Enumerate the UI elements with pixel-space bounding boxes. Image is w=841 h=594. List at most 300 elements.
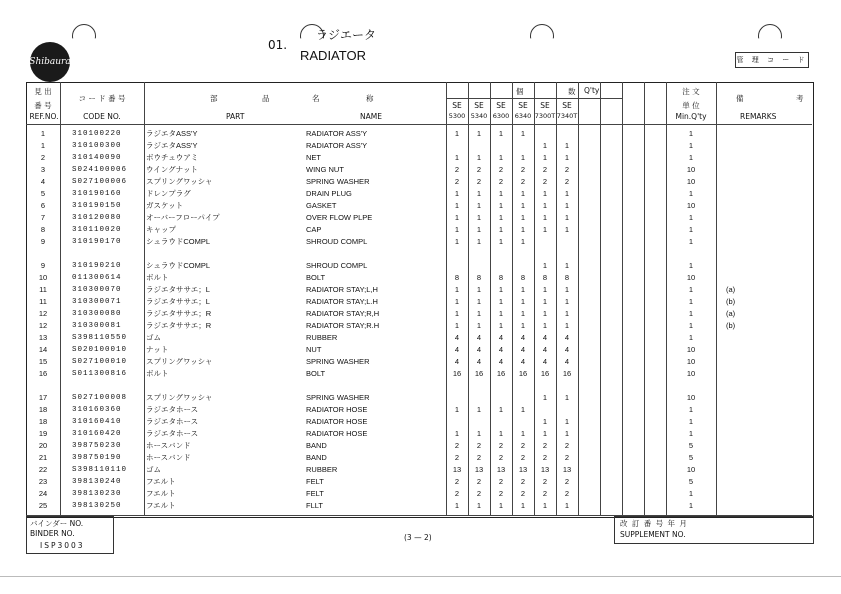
- qty-cell: 2: [498, 477, 504, 486]
- part-name-jp: フエルト: [146, 477, 176, 486]
- part-code: 310190160: [72, 190, 122, 198]
- ref-no: 10: [38, 273, 48, 282]
- table-row: [26, 128, 812, 140]
- ref-no: 21: [38, 453, 48, 462]
- page-number: (3 — 2): [404, 533, 432, 542]
- qty-cell: 1: [476, 321, 482, 330]
- part-name-en: CAP: [306, 225, 322, 234]
- part-name-jp: ラジエタホース: [146, 405, 199, 414]
- ref-no: 15: [38, 357, 48, 366]
- part-name-en: RUBBER: [306, 465, 338, 474]
- col-code-header: CODE NO.: [83, 112, 121, 121]
- part-code: 310160360: [72, 406, 122, 414]
- qty-cell: 16: [518, 369, 528, 378]
- part-code: 310100220: [72, 130, 122, 138]
- qty-cell: 8: [476, 273, 482, 282]
- qty-cell: 1: [454, 237, 460, 246]
- table-row: [26, 140, 812, 152]
- qty-cell: 1: [564, 189, 570, 198]
- table-row: [26, 296, 812, 308]
- table-row: [26, 464, 812, 476]
- qty-cell: 1: [476, 309, 482, 318]
- qty-cell: 1: [542, 429, 548, 438]
- section-number: 01.: [268, 38, 288, 52]
- part-code: 398130250: [72, 502, 122, 510]
- part-name-en: OVER FLOW PLPE: [306, 213, 373, 222]
- qty-cell: 16: [496, 369, 506, 378]
- min-qty: 1: [688, 153, 694, 162]
- qty-cell: 1: [520, 501, 526, 510]
- part-name-en: NUT: [306, 345, 322, 354]
- qty-cell: 1: [454, 153, 460, 162]
- qty-cell: 2: [498, 165, 504, 174]
- part-code: 310160420: [72, 430, 122, 438]
- qty-cell: 1: [542, 225, 548, 234]
- qty-cell: 1: [542, 213, 548, 222]
- ref-no: 1: [40, 129, 46, 138]
- col-no-jp-1: 見 出: [34, 87, 52, 96]
- part-code: 310160410: [72, 418, 122, 426]
- table-row: [26, 476, 812, 488]
- qty-cell: 1: [520, 153, 526, 162]
- qty-cell: 1: [454, 285, 460, 294]
- qty-cell: 1: [454, 321, 460, 330]
- qty-cell: 1: [454, 189, 460, 198]
- part-name-jp: シュラウドCOMPL: [146, 237, 211, 246]
- qty-cell: 13: [474, 465, 484, 474]
- part-name-en: RADIATOR STAY;L,H: [306, 285, 378, 294]
- table-row: [26, 320, 812, 332]
- qty-cell: 1: [498, 189, 504, 198]
- min-qty: 1: [688, 225, 694, 234]
- part-code: 310190150: [72, 202, 122, 210]
- ref-no: 18: [38, 405, 48, 414]
- qty-cell: 1: [564, 225, 570, 234]
- qty-cell: 1: [476, 189, 482, 198]
- page-title: RADIATOR: [300, 48, 366, 63]
- table-row: [26, 224, 812, 236]
- qty-cell: 2: [476, 477, 482, 486]
- min-qty: 10: [686, 201, 696, 210]
- qty-cell: 2: [564, 477, 570, 486]
- part-name-jp: スプリングワッシャ: [146, 357, 213, 366]
- min-qty: 10: [686, 165, 696, 174]
- qty-cell: 1: [454, 225, 460, 234]
- table-row: [26, 344, 812, 356]
- table-row: [26, 452, 812, 464]
- qty-cell: 1: [520, 297, 526, 306]
- min-qty: 10: [686, 357, 696, 366]
- part-name-jp: ゴム: [146, 465, 161, 474]
- min-qty: 1: [688, 405, 694, 414]
- qty-cell: 2: [542, 165, 548, 174]
- min-qty: 1: [688, 309, 694, 318]
- part-name-jp: ゴム: [146, 333, 161, 342]
- qty-cell: 1: [564, 501, 570, 510]
- part-code: S011300816: [72, 370, 128, 378]
- binder-hole-4: [758, 24, 782, 48]
- qty-cell: 2: [454, 441, 460, 450]
- qty-cell: 4: [476, 345, 482, 354]
- model-header-bottom: 7300T: [534, 112, 556, 120]
- qty-cell: 8: [520, 273, 526, 282]
- qty-cell: 1: [476, 201, 482, 210]
- qty-cell: 1: [520, 429, 526, 438]
- min-qty: 1: [688, 429, 694, 438]
- qty-cell: 1: [476, 153, 482, 162]
- min-qty: 1: [688, 297, 694, 306]
- qty-cell: 13: [452, 465, 462, 474]
- table-row: [26, 404, 812, 416]
- qty-cell: 13: [496, 465, 506, 474]
- model-header-bottom: 5340: [470, 112, 488, 120]
- part-code: 310140090: [72, 154, 122, 162]
- ref-no: 12: [38, 309, 48, 318]
- qty-cell: 1: [498, 153, 504, 162]
- page-title-jp: ラジエータ: [316, 28, 377, 42]
- qty-cell: 4: [564, 333, 570, 342]
- part-code: S398110550: [72, 334, 128, 342]
- table-row: [26, 152, 812, 164]
- part-name-en: SPRING WASHER: [306, 357, 370, 366]
- ref-no: 22: [38, 465, 48, 474]
- part-name-en: BOLT: [306, 369, 326, 378]
- part-name-jp: スプリングワッシャ: [146, 177, 213, 186]
- part-name-jp: ガスケット: [146, 201, 184, 210]
- qty-cell: 1: [476, 297, 482, 306]
- qty-cell: 1: [542, 321, 548, 330]
- part-code: 310300070: [72, 286, 122, 294]
- ref-no: 7: [40, 213, 46, 222]
- model-header-top: SE: [496, 101, 506, 110]
- col-name-jp-2: 称: [366, 94, 374, 103]
- qty-cell: 8: [454, 273, 460, 282]
- part-code: S027100008: [72, 394, 128, 402]
- qty-cell: 2: [564, 441, 570, 450]
- qty-cell: 1: [520, 189, 526, 198]
- qty-cell: 2: [542, 441, 548, 450]
- qty-cell: 1: [498, 321, 504, 330]
- qty-cell: 1: [564, 141, 570, 150]
- model-header-top: SE: [452, 101, 462, 110]
- qty-cell: 1: [498, 429, 504, 438]
- qty-cell: 1: [564, 297, 570, 306]
- qty-cell: 4: [498, 357, 504, 366]
- qty-cell: 2: [476, 177, 482, 186]
- part-name-jp: ラジエタササエ；L: [146, 297, 210, 306]
- col-part-header: PART: [226, 112, 245, 121]
- model-header-top: SE: [562, 101, 572, 110]
- qty-cell: 2: [520, 441, 526, 450]
- part-name-jp: ホースバンド: [146, 453, 191, 462]
- qty-cell: 4: [476, 357, 482, 366]
- qty-cell: 1: [520, 201, 526, 210]
- part-name-en: SPRING WASHER: [306, 177, 370, 186]
- part-code: 310120080: [72, 214, 122, 222]
- qty-cell: 1: [564, 417, 570, 426]
- qty-cell: 1: [520, 285, 526, 294]
- qty-cell: 1: [520, 225, 526, 234]
- part-name-jp: ラジエタササエ；R: [146, 321, 212, 330]
- min-qty: 5: [688, 453, 694, 462]
- col-no-header: REF.NO.: [29, 112, 59, 121]
- part-name-jp: ラジエタホース: [146, 417, 199, 426]
- part-code: 310100300: [72, 142, 122, 150]
- qty-cell: 2: [498, 489, 504, 498]
- qty-cell: 1: [476, 405, 482, 414]
- model-header-top: SE: [474, 101, 484, 110]
- part-name-en: RADIATOR HOSE: [306, 429, 368, 438]
- table-row: [26, 500, 812, 512]
- qty-cell: 2: [454, 453, 460, 462]
- col-part-jp-1: 部: [210, 94, 218, 103]
- min-qty: 1: [688, 189, 694, 198]
- supplement-label-en: SUPPLEMENT NO.: [620, 530, 686, 539]
- table-row: [26, 416, 812, 428]
- ref-no: 12: [38, 321, 48, 330]
- qty-cell: 2: [476, 453, 482, 462]
- part-code: 310190170: [72, 238, 122, 246]
- qty-cell: 1: [476, 225, 482, 234]
- qty-cell: 13: [562, 465, 572, 474]
- col-name-jp-1: 名: [312, 94, 320, 103]
- qty-cell: 1: [564, 261, 570, 270]
- col-code-jp: コ ー ド 番 号: [78, 94, 126, 103]
- min-qty: 1: [688, 501, 694, 510]
- min-qty: 10: [686, 465, 696, 474]
- qty-cell: 1: [454, 309, 460, 318]
- table-row: [26, 308, 812, 320]
- ref-no: 24: [38, 489, 48, 498]
- qty-cell: 1: [542, 393, 548, 402]
- qty-cell: 1: [542, 153, 548, 162]
- qty-cell: 1: [542, 309, 548, 318]
- min-qty: 1: [688, 213, 694, 222]
- part-name-en: SHROUD COMPL: [306, 261, 368, 270]
- qty-cell: 1: [542, 189, 548, 198]
- qty-cell: 2: [476, 441, 482, 450]
- col-remarks-header: REMARKS: [740, 112, 777, 121]
- qty-cell: 1: [498, 285, 504, 294]
- qty-cell: 1: [520, 405, 526, 414]
- part-name-en: NET: [306, 153, 321, 162]
- qty-cell: 1: [454, 129, 460, 138]
- qty-cell: 2: [564, 453, 570, 462]
- qty-cell: 1: [454, 297, 460, 306]
- binder-hole-3: [530, 24, 554, 48]
- qty-cell: 1: [498, 309, 504, 318]
- part-name-jp: フエルト: [146, 501, 176, 510]
- min-qty: 1: [688, 321, 694, 330]
- part-name-jp: ラジエタササエ；L: [146, 285, 210, 294]
- qty-cell: 4: [476, 333, 482, 342]
- col-qty-jp-1: 個: [516, 87, 524, 96]
- remarks: (a): [726, 285, 736, 294]
- qty-cell: 2: [498, 177, 504, 186]
- col-part-jp-2: 品: [262, 94, 270, 103]
- table-row: [26, 368, 812, 380]
- part-name-jp: ウイングナット: [146, 165, 198, 174]
- part-name-en: GASKET: [306, 201, 337, 210]
- qty-cell: 1: [476, 429, 482, 438]
- part-name-en: RADIATOR ASS'Y: [306, 141, 368, 150]
- qty-cell: 2: [454, 489, 460, 498]
- part-code: 398130230: [72, 490, 122, 498]
- qty-cell: 2: [520, 489, 526, 498]
- table-row: [26, 356, 812, 368]
- table-row: [26, 164, 812, 176]
- qty-cell: 16: [474, 369, 484, 378]
- part-name-en: FELT: [306, 489, 324, 498]
- model-header-top: SE: [518, 101, 528, 110]
- part-name-en: BOLT: [306, 273, 326, 282]
- part-name-jp: オーバーフローパイプ: [146, 213, 220, 222]
- qty-cell: 1: [564, 201, 570, 210]
- ref-no: 6: [40, 201, 46, 210]
- part-name-jp: スプリングワッシャ: [146, 393, 213, 402]
- scan-edge-line: [0, 576, 841, 577]
- qty-cell: 1: [564, 393, 570, 402]
- min-qty: 1: [688, 129, 694, 138]
- ref-no: 11: [39, 285, 47, 294]
- part-name-en: RADIATOR HOSE: [306, 405, 368, 414]
- qty-cell: 1: [498, 501, 504, 510]
- qty-cell: 1: [564, 285, 570, 294]
- part-name-en: SPRING WASHER: [306, 393, 370, 402]
- part-code: S398110110: [72, 466, 128, 474]
- qty-cell: 1: [454, 213, 460, 222]
- min-qty: 1: [688, 285, 694, 294]
- qty-cell: 1: [564, 309, 570, 318]
- management-code-box: 管 理 コ ー ド: [735, 52, 809, 68]
- qty-cell: 4: [564, 357, 570, 366]
- qty-cell: 1: [520, 321, 526, 330]
- binder-number: ISP3003: [40, 541, 85, 550]
- part-name-en: RADIATOR HOSE: [306, 417, 368, 426]
- part-name-jp: ラジエタホース: [146, 429, 199, 438]
- qty-cell: 1: [520, 309, 526, 318]
- qty-cell: 1: [520, 129, 526, 138]
- ref-no: 17: [38, 393, 48, 402]
- qty-cell: 4: [454, 345, 460, 354]
- table-row: [26, 272, 812, 284]
- col-min-jp-2: 単 位: [682, 101, 700, 110]
- qty-cell: 2: [520, 453, 526, 462]
- ref-no: 20: [38, 441, 48, 450]
- part-code: S024100006: [72, 166, 128, 174]
- part-name-jp: ボウチュウアミ: [146, 153, 199, 162]
- ref-no: 14: [38, 345, 48, 354]
- col-qty-header: Q'ty: [584, 86, 600, 95]
- min-qty: 1: [688, 333, 694, 342]
- qty-cell: 1: [476, 285, 482, 294]
- part-name-jp: キャップ: [146, 225, 176, 234]
- qty-cell: 16: [540, 369, 550, 378]
- qty-cell: 1: [542, 297, 548, 306]
- part-code: 310190210: [72, 262, 122, 270]
- brand-logo: Shibaura: [30, 42, 70, 82]
- qty-cell: 1: [520, 237, 526, 246]
- part-name-en: RADIATOR STAY;L.H: [306, 297, 378, 306]
- part-name-jp: ナット: [146, 345, 169, 354]
- qty-cell: 2: [564, 489, 570, 498]
- binder-label-jp: バインダー NO.: [30, 519, 84, 528]
- ref-no: 19: [38, 429, 48, 438]
- part-name-jp: ホースバンド: [146, 441, 191, 450]
- qty-cell: 1: [564, 321, 570, 330]
- ref-no: 25: [38, 501, 48, 510]
- part-name-en: FELT: [306, 477, 324, 486]
- part-name-en: BAND: [306, 453, 327, 462]
- table-row: [26, 488, 812, 500]
- part-name-jp: ラジエタササエ；R: [146, 309, 212, 318]
- qty-cell: 4: [542, 333, 548, 342]
- part-code: 398750230: [72, 442, 122, 450]
- ref-no: 9: [40, 237, 46, 246]
- part-name-en: RADIATOR STAY;R,H: [306, 309, 380, 318]
- qty-cell: 8: [542, 273, 548, 282]
- table-row: [26, 188, 812, 200]
- table-row: [26, 428, 812, 440]
- part-name-jp: ドレンプラグ: [146, 189, 191, 198]
- table-row: [26, 392, 812, 404]
- part-code: 310300081: [72, 322, 122, 330]
- qty-cell: 2: [520, 177, 526, 186]
- part-name-en: RADIATOR ASS'Y: [306, 129, 368, 138]
- part-name-jp: ラジエタASS'Y: [146, 129, 198, 138]
- part-code: 398750190: [72, 454, 122, 462]
- binder-label-en: BINDER NO.: [30, 529, 75, 538]
- part-name-en: RADIATOR STAY;R.H: [306, 321, 380, 330]
- part-name-en: SHROUD COMPL: [306, 237, 368, 246]
- qty-cell: 4: [454, 333, 460, 342]
- min-qty: 1: [688, 261, 694, 270]
- table-row: [26, 212, 812, 224]
- min-qty: 1: [688, 141, 694, 150]
- ref-no: 2: [40, 153, 46, 162]
- table-row: [26, 284, 812, 296]
- qty-cell: 2: [564, 165, 570, 174]
- table-row: [26, 176, 812, 188]
- part-code: S027100006: [72, 178, 128, 186]
- qty-cell: 4: [498, 333, 504, 342]
- ref-no: 11: [39, 297, 47, 306]
- qty-cell: 2: [542, 177, 548, 186]
- ref-no: 13: [38, 333, 48, 342]
- qty-cell: 2: [476, 165, 482, 174]
- table-row: [26, 200, 812, 212]
- col-min-jp-1: 注 文: [682, 87, 700, 96]
- qty-cell: 1: [498, 237, 504, 246]
- qty-cell: 2: [542, 453, 548, 462]
- col-name-header: NAME: [360, 112, 382, 121]
- model-header-bottom: 6340: [514, 112, 532, 120]
- qty-cell: 1: [564, 213, 570, 222]
- min-qty: 10: [686, 393, 696, 402]
- qty-cell: 13: [518, 465, 528, 474]
- qty-cell: 2: [564, 177, 570, 186]
- supplement-label-jp: 改 訂 番 号 年 月: [620, 519, 688, 528]
- binder-hole-1: [72, 24, 96, 48]
- qty-cell: 1: [476, 237, 482, 246]
- qty-cell: 1: [564, 153, 570, 162]
- min-qty: 10: [686, 273, 696, 282]
- ref-no: 23: [38, 477, 48, 486]
- part-name-en: BAND: [306, 441, 327, 450]
- qty-cell: 1: [520, 213, 526, 222]
- qty-cell: 2: [454, 165, 460, 174]
- qty-cell: 4: [564, 345, 570, 354]
